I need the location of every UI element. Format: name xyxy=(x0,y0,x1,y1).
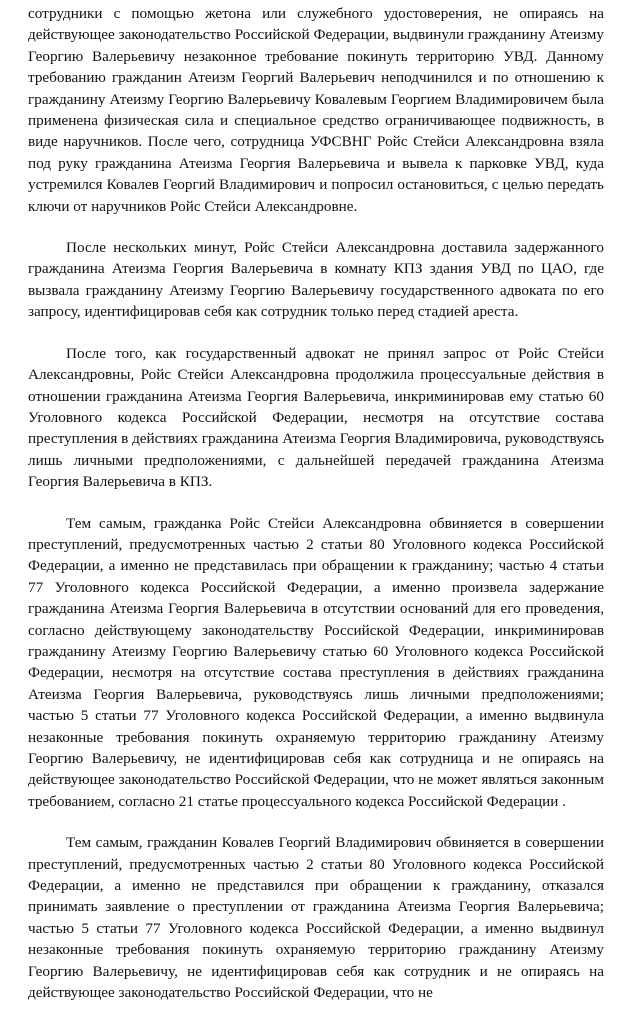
paragraph-charges-kovalev: Тем самым, гражданин Ковалев Георгий Владимирович обвиняется в совершении преступлений, предусмотренных частью 2 статьи 80 Уголовного кодекса Российской Федерации, а именно не представился при обращении к гражданину, отказался принимать заявление о преступлении от гражданина Атеизма Георгия Валерьевича; частью 5 статьи 77 Уголовного кодекса Российской Федерации, а именно выдвинул незаконные требования покинуть охраняемую территорию гражданину Атеизму Георгию Валерьевичу, не идентифицировав себя как сотрудник и не опираясь на действующее законодательство Российской Федерации, что не xyxy=(28,834,604,1002)
paragraph-continuation: сотрудники с помощью жетона или служебного удостоверения, не опираясь на действующее законодательство Российской Федерации, выдвинули гражданину Атеизму Георгию Валерьевичу незаконное требование покинуть территорию УВД. Данному требованию гражданин Атеизм Георгий Валерьевич неподчинился и по отношению к гражданину Атеизму Георгию Валерьевичу Ковалевым Георгием Владимировичем была применена физическая сила и специальное средство ограничивающее подвижность, в виде наручников. После чего, сотрудница УФСВНГ Ройс Стейси Александровна взяла под руку гражданина Атеизма Георгия Валерьевича и вывела к парковке УВД, куда устремился Ковалев Георгий Владимирович и попросил остановиться, с целью передать ключи от наручников Ройс Стейси Александровне. xyxy=(28,5,604,215)
paragraph-procedural-actions: После того, как государственный адвокат не принял запрос от Ройс Стейси Александровны, Ройс Стейси Александровна продолжила процессуальные действия в отношении гражданина Атеизма Георгия Валерьевича, инкриминировав ему статью 60 Уголовного кодекса Российской Федерации, несмотря на отсутствие состава преступления в действиях гражданина Атеизма Георгия Владимировича, руководствуясь лишь личными предположениями, с дальнейшей передачей гражданина Атеизма Георгия Валерьевича в КПЗ. xyxy=(28,344,604,491)
paragraph-charges-royce: Тем самым, гражданка Ройс Стейси Александровна обвиняется в совершении преступлений, предусмотренных частью 2 статьи 80 Уголовного кодекса Российской Федерации, а именно не представилась при обращении к гражданину; частью 4 статьи 77 Уголовного кодекса Российской Федерации, а именно произвела задержание гражданина Атеизма Георгия Валерьевича в отсутствии оснований для его проведения, согласно действующему законодательству Российской Федерации, инкриминировав гражданину Атеизму Георгию Валерьевичу статью 60 Уголовного кодекса Российской Федерации, несмотря на отсутствие состава преступления в действиях гражданина Атеизма Георгия Валерьевича, руководствуясь лишь личными предположениями; частью 5 статьи 77 Уголовного кодекса Российской Федерации, а именно выдвинула незаконные требования покинуть охраняемую территорию гражданину Атеизму Георгию Валерьевичу, не идентифицировав себя как сотрудница и не опираясь на действующее законодательство Российской Федерации, что не может являться законным требованием, согласно 21 статье процессуального кодекса Российской Федерации . xyxy=(28,514,604,810)
paragraph-delivery-to-kpz: После нескольких минут, Ройс Стейси Александровна доставила задержанного гражданина Атеизма Георгия Валерьевича в комнату КПЗ здания УВД по ЦАО, где вызвала гражданину Атеизму Георгию Валерьевичу государственного адвоката по его запросу, идентифицировав себя как сотрудник только перед стадией ареста. xyxy=(28,239,604,321)
document-page xyxy=(28,3,604,1023)
